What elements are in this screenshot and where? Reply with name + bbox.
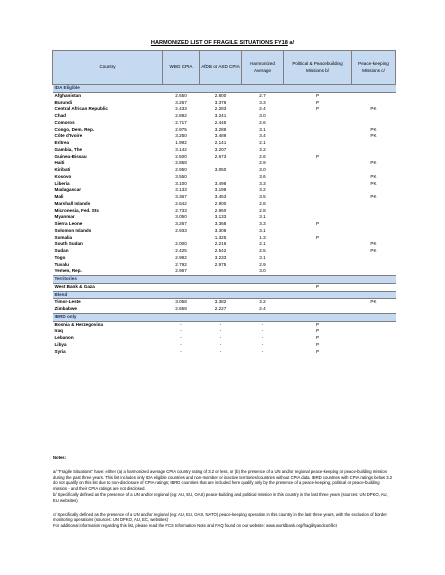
cell-harmonized-average: 3.0	[259, 167, 266, 172]
cell-political-mission: P	[315, 106, 320, 112]
cell-peacekeeping-mission	[352, 255, 396, 262]
cell-afdb-cpia	[200, 283, 242, 291]
cell-country: Kosovo	[54, 173, 72, 179]
cell-political-mission	[284, 194, 352, 201]
cell-peacekeeping-mission	[352, 349, 396, 356]
table-row	[53, 127, 396, 134]
cell-political-mission	[284, 127, 352, 134]
cell-country: Liberia	[54, 180, 70, 186]
cell-peacekeeping-mission: PK	[370, 106, 377, 112]
cell-peacekeeping-mission: PK	[370, 194, 377, 199]
cell-wbg-cpia: 3.250	[175, 133, 187, 139]
cell-afdb-cpia: 3.368	[214, 221, 227, 226]
cell-harmonized-average: -	[261, 335, 264, 340]
cell-wbg-cpia: 2.892	[175, 113, 187, 118]
cell-country: Syria	[54, 348, 66, 354]
cell-peacekeeping-mission	[352, 201, 396, 208]
cell-wbg-cpia: 3.058	[175, 299, 187, 305]
cell-wbg-cpia: 2.658	[175, 306, 187, 311]
table-row	[53, 92, 396, 99]
table-row	[53, 106, 396, 113]
cell-wbg-cpia: 2.425	[175, 248, 187, 253]
cell-afdb-cpia: 2.800	[214, 92, 227, 98]
cell-peacekeeping-mission	[352, 335, 396, 342]
cell-wbg-cpia: 1.992	[175, 140, 187, 145]
cell-peacekeeping-mission	[352, 342, 396, 349]
cell-afdb-cpia: 3.382	[214, 299, 227, 305]
table-row	[53, 268, 396, 275]
table-row	[53, 194, 396, 201]
cell-wbg-cpia: 2.500	[175, 153, 187, 159]
cell-afdb-cpia: 2.141	[214, 140, 227, 145]
table-row	[53, 262, 396, 269]
cell-afdb-cpia: 2.216	[214, 241, 227, 247]
table-row	[53, 349, 396, 356]
document-title-text: HARMONIZED LIST OF FRAGILE SITUATIONS FY18	[150, 40, 288, 46]
cell-wbg-cpia: 3.100	[175, 180, 187, 186]
cell-harmonized-average: 2.1	[259, 241, 266, 247]
note-c: c/ Specifically defined as the presence of a UN and/or regional (eg: AU, EU, OAS, NATO) peace-keeping operation in this country in the last three years, with the exclusion of border monitoring operations (sources: UN DPKO, AU, EC, websites)	[53, 511, 387, 523]
cell-afdb-cpia: -	[219, 321, 222, 327]
cell-political-mission	[284, 167, 352, 174]
cell-afdb-cpia: 3.233	[214, 254, 227, 260]
table-row	[53, 283, 396, 291]
cell-peacekeeping-mission	[352, 140, 396, 147]
cell-peacekeeping-mission	[352, 92, 396, 99]
cell-country: Chad	[54, 113, 66, 118]
cell-harmonized-average: 3.0	[259, 113, 266, 118]
cell-harmonized-average: 3.1	[259, 254, 266, 260]
cell-political-mission	[284, 306, 352, 313]
cell-country: Central African Republic	[54, 106, 108, 112]
cell-political-mission	[284, 262, 352, 269]
cell-harmonized-average: 2.7	[259, 92, 266, 98]
table-row	[53, 241, 396, 248]
cell-political-mission: P	[315, 234, 320, 240]
cell-wbg-cpia: 3.550	[175, 173, 187, 179]
cell-peacekeeping-mission: PK	[370, 133, 377, 139]
cell-wbg-cpia: 2.950	[175, 167, 187, 172]
cell-harmonized-average: 3.2	[259, 187, 266, 193]
cell-harmonized-average: 3.2	[259, 146, 266, 152]
cell-wbg-cpia: 2.975	[175, 126, 187, 132]
cell-afdb-cpia: 1.325	[214, 234, 227, 240]
table-section-row	[53, 313, 396, 321]
cell-wbg-cpia: 3.367	[175, 194, 187, 199]
notes-heading: Notes:	[53, 455, 67, 460]
cell-country: Mali	[54, 194, 64, 199]
note-d: For additional information regarding this list, please read the FCS Information Note and FAQ found on our website: www.worldbank.org/fragilityandconflict	[53, 523, 337, 529]
table-row	[53, 221, 396, 228]
table-row	[53, 174, 396, 181]
notes-section	[53, 455, 393, 529]
cell-peacekeeping-mission	[352, 147, 396, 154]
cell-country: Yemen, Rep.	[54, 268, 82, 274]
cell-country: West Bank & Gaza	[54, 283, 95, 289]
cell-political-mission	[284, 187, 352, 194]
cell-afdb-cpia: -	[219, 348, 222, 354]
section-label: Blend	[53, 291, 396, 299]
cell-country: Côte d'Ivoire	[54, 133, 83, 139]
cell-country: Togo	[54, 254, 66, 260]
table-row	[53, 299, 396, 306]
cell-political-mission	[284, 181, 352, 188]
cell-harmonized-average: -	[261, 341, 264, 347]
cell-country: Tuvalu	[54, 261, 69, 267]
table-section-row	[53, 291, 396, 299]
table-body	[53, 85, 396, 356]
cell-country: Marshall Islands	[54, 200, 91, 206]
table-row	[53, 181, 396, 188]
table-row	[53, 120, 396, 127]
table-row	[53, 187, 396, 194]
cell-political-mission	[284, 241, 352, 248]
cell-harmonized-average: 2.6	[259, 153, 266, 159]
cell-harmonized-average: 2.8	[259, 207, 266, 213]
cell-political-mission: P	[315, 348, 320, 354]
cell-afdb-cpia: 2.975	[214, 261, 227, 267]
table-row	[53, 140, 396, 147]
note-a: a/ "Fragile Situations" have: either (a) a harmonized average CPIA country rating of 3.2 or less, or (b) the presence of a UN and/or regional peace-keeping or peace-building mission during the past three years. This list includes only IDA eligible countries and non-member or inactive territories/countries without CPIA data. IBRD countries with CPIA ratings below 3.2 do not qualify on this list due to non-disclosure of CPIA ratings; IBRD countries that are included here qualify only by the presence of a peace-keeping, political or peace-building mission - and their CPIA ratings are not disclosed.	[53, 468, 393, 492]
cell-wbg-cpia: 2.000	[175, 241, 187, 247]
table-row	[53, 306, 396, 313]
cell-afdb-cpia: 2.950	[214, 207, 227, 213]
table-row	[53, 201, 396, 208]
column-header-peacekeeping-missions: Peace-keeping Missions c/	[352, 51, 396, 85]
cell-harmonized-average: 3.1	[259, 227, 266, 233]
cell-country: Sierra Leone	[54, 221, 83, 226]
cell-afdb-cpia: 2.900	[214, 200, 227, 206]
cell-country: Eritrea	[54, 140, 70, 145]
cell-country: Myanmar	[54, 214, 75, 220]
cell-wbg-cpia: -	[180, 341, 182, 347]
cell-country: Afghanistan	[54, 92, 82, 98]
cell-wbg-cpia	[163, 235, 200, 242]
cell-wbg-cpia: 3.267	[175, 99, 187, 105]
cell-afdb-cpia: 3.198	[214, 187, 227, 193]
cell-afdb-cpia: -	[219, 328, 222, 334]
cell-afdb-cpia	[200, 268, 242, 275]
cell-wbg-cpia: 3.142	[175, 146, 187, 152]
cell-afdb-cpia: 3.241	[214, 113, 227, 118]
cell-political-mission	[284, 208, 352, 215]
cell-harmonized-average: 2.1	[259, 140, 266, 145]
table-row	[53, 208, 396, 215]
cell-afdb-cpia: 3.133	[214, 214, 227, 220]
table-row	[53, 235, 396, 242]
column-header-wbg-cpia: WBG CPIA	[163, 51, 200, 85]
cell-political-mission	[284, 113, 352, 120]
table-row	[53, 342, 396, 349]
cell-country: Madagascar	[54, 187, 82, 193]
cell-peacekeeping-mission: PK	[370, 160, 377, 166]
cell-peacekeeping-mission: PK	[370, 126, 377, 132]
cell-political-mission	[284, 255, 352, 262]
cell-afdb-cpia: 3.308	[214, 227, 227, 233]
section-label: IBRD only	[53, 313, 396, 321]
cell-country: Gambia, The	[54, 146, 83, 152]
cell-country: Timor-Leste	[54, 299, 81, 305]
cell-political-mission: P	[315, 321, 320, 327]
table-row	[53, 248, 396, 255]
cell-political-mission	[284, 214, 352, 221]
fragile-situations-table	[52, 50, 396, 355]
cell-political-mission: P	[315, 283, 320, 289]
cell-wbg-cpia	[163, 283, 200, 291]
cell-peacekeeping-mission	[352, 100, 396, 107]
cell-peacekeeping-mission	[352, 321, 396, 328]
cell-harmonized-average: 3.1	[259, 214, 266, 220]
table-row	[53, 328, 396, 335]
cell-peacekeeping-mission	[352, 154, 396, 161]
column-header-political-missions: Political & Peacebuilding Missions b/	[284, 51, 352, 85]
cell-country: Haiti	[54, 160, 65, 166]
cell-political-mission	[284, 147, 352, 154]
cell-country: Micronesia, Fed. Sts	[54, 207, 99, 213]
cell-peacekeeping-mission	[352, 187, 396, 194]
cell-country: Guinea-Bissau	[54, 153, 87, 159]
cell-peacekeeping-mission: PK	[370, 248, 377, 253]
cell-peacekeeping-mission: PK	[370, 173, 377, 179]
cell-afdb-cpia: 2.227	[214, 306, 227, 311]
cell-peacekeeping-mission: PK	[370, 241, 377, 247]
cell-political-mission	[284, 268, 352, 275]
cell-political-mission: P	[315, 328, 320, 334]
cell-harmonized-average: 3.0	[259, 268, 266, 274]
table-header-row	[53, 51, 396, 85]
table-row	[53, 147, 396, 154]
cell-political-mission	[284, 228, 352, 235]
cell-harmonized-average: 2.4	[259, 306, 266, 311]
cell-peacekeeping-mission	[352, 306, 396, 313]
cell-country: Libya	[54, 341, 67, 347]
table-row	[53, 255, 396, 262]
cell-wbg-cpia: 2.967	[175, 268, 187, 274]
cell-harmonized-average: 3.6	[259, 173, 266, 179]
cell-political-mission: P	[315, 221, 320, 226]
cell-harmonized-average: 2.4	[259, 106, 266, 112]
table-row	[53, 228, 396, 235]
cell-afdb-cpia: 3.453	[214, 194, 227, 199]
cell-harmonized-average: -	[261, 321, 264, 327]
table-row	[53, 160, 396, 167]
cell-country: Sudan	[54, 248, 69, 253]
column-header-country: Country	[53, 51, 163, 85]
cell-country: Congo, Dem. Rep.	[54, 126, 95, 132]
column-header-harmonized-average: Harmonized Average	[242, 51, 284, 85]
cell-harmonized-average: -	[261, 348, 264, 354]
cell-afdb-cpia: -	[219, 341, 222, 347]
cell-political-mission: P	[315, 335, 320, 340]
table-section-row	[53, 276, 396, 284]
cell-afdb-cpia: 3.498	[214, 180, 227, 186]
table-row	[53, 154, 396, 161]
cell-country: Zimbabwe	[54, 306, 77, 311]
cell-harmonized-average: 3.1	[259, 126, 266, 132]
cell-harmonized-average: 3.4	[259, 133, 266, 139]
table-row	[53, 133, 396, 140]
cell-wbg-cpia: 3.133	[175, 187, 187, 193]
cell-political-mission	[284, 299, 352, 306]
cell-harmonized-average: 3.5	[259, 194, 266, 199]
cell-wbg-cpia: -	[180, 321, 182, 327]
table-row	[53, 214, 396, 221]
cell-country: Bosnia & Herzegovina	[54, 321, 104, 327]
cell-harmonized-average: 3.3	[259, 221, 266, 226]
cell-peacekeeping-mission	[352, 228, 396, 235]
cell-country: Comoros	[54, 119, 75, 125]
cell-wbg-cpia: 3.050	[175, 214, 187, 220]
table-row	[53, 113, 396, 120]
cell-afdb-cpia: 2.445	[214, 119, 227, 125]
cell-afdb-cpia: 3.207	[214, 146, 227, 152]
cell-country: Burundi	[54, 99, 73, 105]
cell-political-mission: P	[315, 153, 320, 159]
cell-afdb-cpia: 3.376	[214, 99, 227, 105]
table-section-row	[53, 85, 396, 93]
cell-afdb-cpia	[200, 160, 242, 167]
cell-country: Somalia	[54, 234, 73, 240]
cell-wbg-cpia: 2.792	[175, 261, 187, 267]
cell-political-mission	[284, 201, 352, 208]
cell-peacekeeping-mission	[352, 221, 396, 228]
cell-harmonized-average: 2.8	[259, 200, 266, 206]
document-title	[0, 40, 445, 46]
cell-wbg-cpia: 3.267	[175, 221, 187, 226]
cell-afdb-cpia: 3.289	[214, 126, 227, 132]
table-row	[53, 167, 396, 174]
cell-political-mission	[284, 140, 352, 147]
cell-peacekeeping-mission	[352, 214, 396, 221]
cell-peacekeeping-mission	[352, 120, 396, 127]
cell-wbg-cpia: 2.858	[175, 160, 187, 166]
cell-political-mission	[284, 120, 352, 127]
cell-peacekeeping-mission	[352, 283, 396, 291]
cell-peacekeeping-mission	[352, 328, 396, 335]
cell-afdb-cpia: 3.050	[214, 167, 227, 172]
cell-peacekeeping-mission	[352, 208, 396, 215]
cell-country: Iraq	[54, 328, 63, 334]
cell-wbg-cpia: 2.717	[175, 119, 187, 125]
table-row	[53, 100, 396, 107]
cell-wbg-cpia: 2.433	[175, 106, 187, 112]
cell-harmonized-average: 3.3	[259, 99, 266, 105]
cell-country: Kiribati	[54, 167, 71, 172]
cell-wbg-cpia: 2.650	[175, 92, 187, 98]
cell-harmonized-average: 2.5	[259, 248, 266, 253]
cell-harmonized-average: 1.3	[259, 234, 266, 240]
cell-afdb-cpia	[200, 174, 242, 181]
document-title-footnote: a/	[289, 40, 295, 46]
cell-harmonized-average	[242, 283, 284, 291]
cell-political-mission	[284, 133, 352, 140]
cell-political-mission: P	[315, 92, 320, 98]
cell-political-mission	[284, 248, 352, 255]
note-b: b/ Specifically defined as the presence of a UN and/or regional (eg: AU, EU, OAS) peace-building and political mission in this country in the last three years (sources: UN DPKO, AU, EU websites)	[53, 491, 388, 503]
cell-wbg-cpia: -	[180, 348, 182, 354]
cell-country: South Sudan	[54, 241, 83, 247]
cell-country: Lebanon	[54, 335, 74, 340]
cell-harmonized-average: 2.9	[259, 261, 266, 267]
cell-wbg-cpia: 2.933	[175, 227, 187, 233]
cell-peacekeeping-mission	[352, 262, 396, 269]
cell-afdb-cpia: 2.283	[214, 106, 227, 112]
cell-harmonized-average: 3.3	[259, 180, 266, 186]
cell-harmonized-average: 2.6	[259, 119, 266, 125]
cell-political-mission	[284, 160, 352, 167]
cell-peacekeeping-mission	[352, 268, 396, 275]
cell-harmonized-average: 2.9	[259, 160, 266, 166]
cell-afdb-cpia: 3.489	[214, 133, 227, 139]
cell-political-mission: P	[315, 341, 320, 347]
cell-peacekeeping-mission: PK	[370, 180, 377, 186]
cell-afdb-cpia: 2.542	[214, 248, 227, 253]
cell-political-mission: P	[315, 99, 320, 105]
cell-peacekeeping-mission	[352, 167, 396, 174]
cell-afdb-cpia: -	[219, 335, 222, 340]
table-row	[53, 335, 396, 342]
cell-peacekeeping-mission	[352, 235, 396, 242]
cell-harmonized-average: -	[261, 328, 264, 334]
cell-harmonized-average: 3.2	[259, 299, 266, 305]
column-header-afdb-cpia: AfDB or ASD CPIA	[200, 51, 242, 85]
cell-wbg-cpia: -	[180, 328, 182, 334]
cell-afdb-cpia: 2.673	[214, 153, 227, 159]
cell-country: Solomon Islands	[54, 227, 92, 233]
cell-peacekeeping-mission	[352, 113, 396, 120]
cell-wbg-cpia: 2.642	[175, 200, 187, 206]
cell-political-mission	[284, 174, 352, 181]
section-label: Territories	[53, 276, 396, 284]
cell-peacekeeping-mission: PK	[370, 299, 377, 305]
table-row	[53, 321, 396, 328]
cell-wbg-cpia: 2.733	[175, 207, 187, 213]
cell-wbg-cpia: -	[180, 335, 182, 340]
section-label: IDA Eligible	[53, 85, 396, 93]
cell-wbg-cpia: 2.992	[175, 254, 187, 260]
